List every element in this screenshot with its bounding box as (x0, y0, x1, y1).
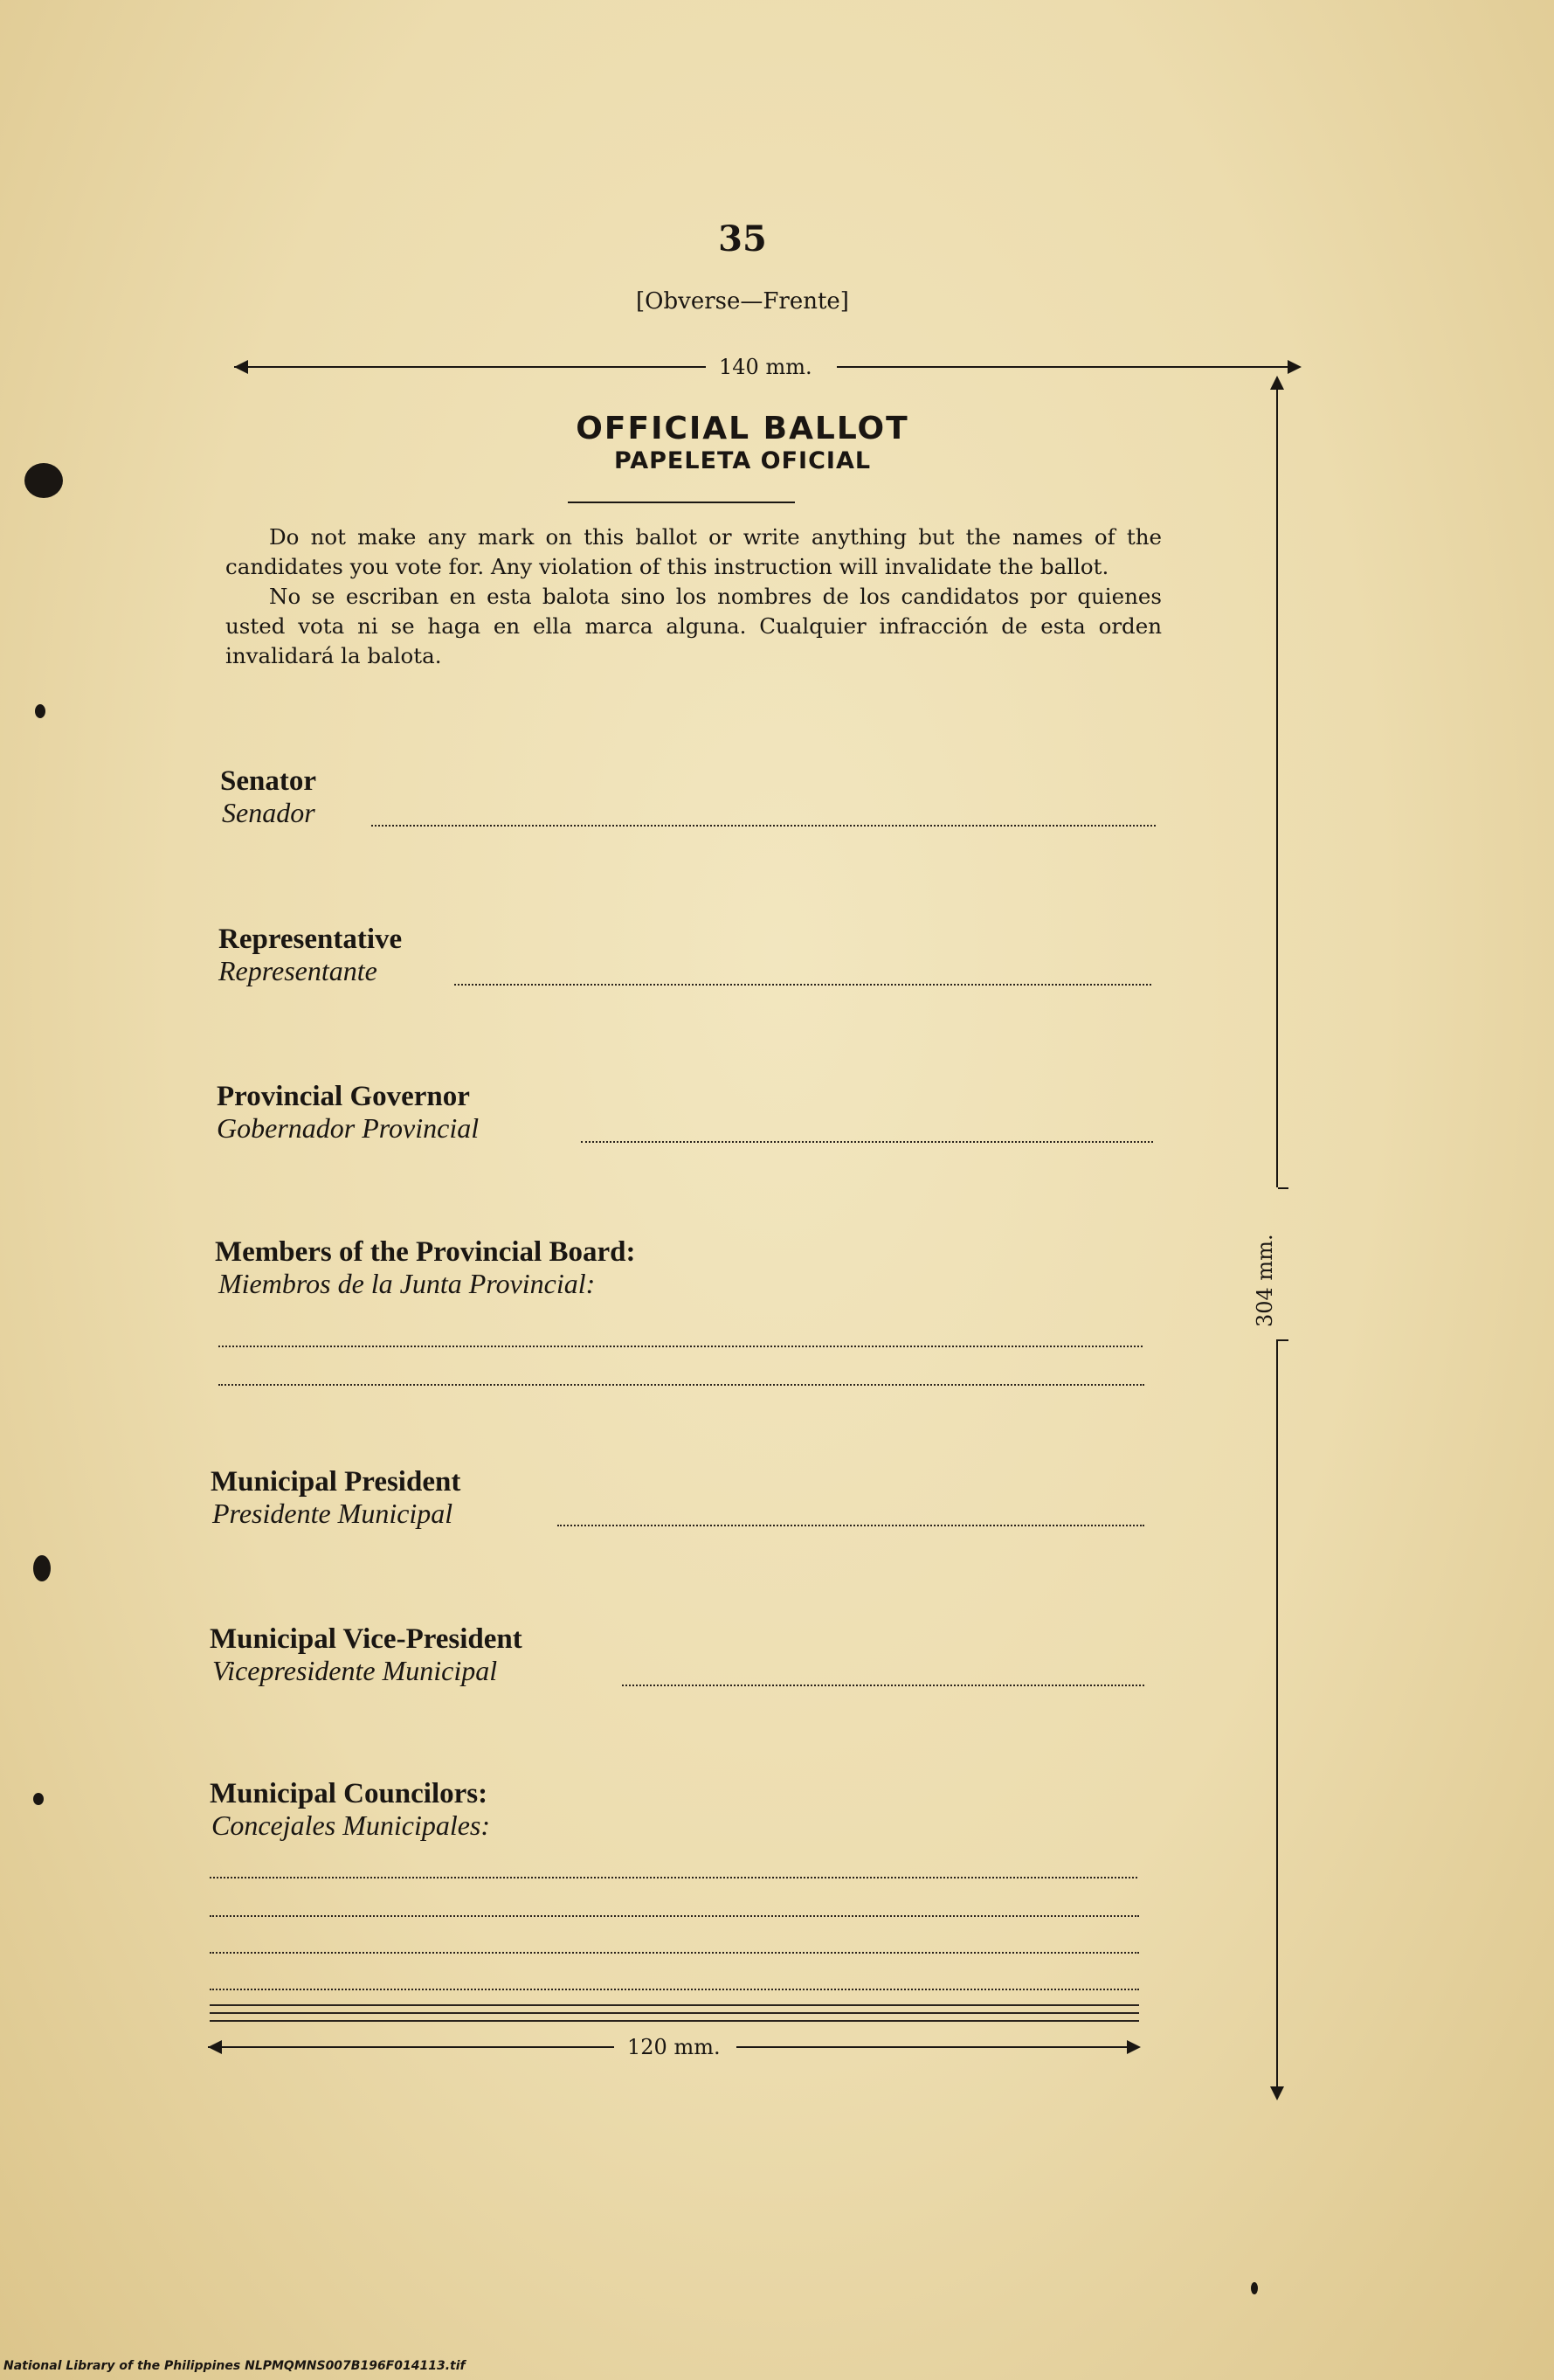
governor-label: Provincial Governor (217, 1081, 470, 1112)
bottom-rule-2 (210, 2012, 1139, 2014)
instruction-english: Do not make any mark on this ballot or write anything but the names of the candidates you vote for. Any violation of this instruction will invalidate the ballot. (225, 524, 1162, 579)
ballot-subtitle: PAPELETA OFICIAL (613, 447, 872, 474)
top-width-dimension (234, 356, 1302, 377)
right-arrowhead-icon (1288, 360, 1302, 374)
representative-write-line[interactable] (454, 984, 1151, 986)
senator-label: Senator (220, 765, 316, 797)
board-label-es: Miembros de la Junta Provincial: (218, 1268, 596, 1299)
councilors-write-line-4[interactable] (210, 1989, 1139, 1990)
bottom-rule-1 (210, 2004, 1139, 2006)
title-divider (568, 502, 795, 503)
left-arrowhead-icon (234, 360, 248, 374)
instructions (225, 522, 1162, 671)
board-write-line-2[interactable] (218, 1384, 1144, 1386)
vice-president-write-line[interactable] (622, 1685, 1144, 1686)
representative-label-es: Representante (218, 955, 377, 986)
punch-hole-mark (24, 463, 63, 498)
senator-label-es: Senador (222, 797, 315, 828)
bottom-width-label: 120 mm. (627, 2035, 721, 2059)
councilors-label-es: Concejales Municipales: (211, 1809, 491, 1841)
page-number: 35 (718, 218, 767, 259)
ink-spot (33, 1555, 51, 1581)
board-write-line-1[interactable] (218, 1346, 1143, 1347)
scan-footer: National Library of the Philippines NLPMQMNS007B196F014113.tif (3, 2359, 466, 2373)
bottom-width-dimension (208, 2036, 1143, 2058)
councilors-write-line-2[interactable] (210, 1915, 1139, 1917)
president-write-line[interactable] (557, 1525, 1144, 1526)
councilors-write-line-1[interactable] (210, 1877, 1137, 1878)
ink-spot (1251, 2282, 1258, 2294)
ink-spot (33, 1793, 44, 1805)
instruction-spanish: No se escriban en esta balota sino los nombres de los candidatos por quienes usted vota ni se haga en ella marca alguna. Cualquier infracción de esta orden invalidará la balota. (225, 584, 1162, 668)
height-label: 304 mm. (1253, 1234, 1277, 1327)
down-arrowhead-icon (1270, 2086, 1284, 2100)
councilors-write-line-3[interactable] (210, 1952, 1139, 1954)
ballot-title: OFFICIAL BALLOT (576, 411, 909, 446)
vice-president-label: Municipal Vice-President (210, 1623, 522, 1655)
representative-label: Representative (218, 924, 403, 955)
board-label: Members of the Provincial Board: (215, 1236, 636, 1268)
bottom-right-arrowhead-icon (1127, 2040, 1141, 2054)
vice-president-label-es: Vicepresidente Municipal (212, 1655, 498, 1686)
bottom-rule-3 (210, 2020, 1139, 2022)
president-label: Municipal President (211, 1466, 461, 1498)
governor-write-line[interactable] (581, 1141, 1153, 1143)
top-width-label: 140 mm. (719, 355, 812, 379)
height-dimension (1253, 376, 1310, 2101)
obverse-label: [Obverse—Frente] (636, 288, 849, 315)
governor-label-es: Gobernador Provincial (217, 1112, 480, 1144)
senator-write-line[interactable] (371, 825, 1156, 827)
councilors-label: Municipal Councilors: (210, 1778, 488, 1809)
ink-spot (35, 704, 45, 718)
president-label-es: Presidente Municipal (212, 1498, 453, 1529)
